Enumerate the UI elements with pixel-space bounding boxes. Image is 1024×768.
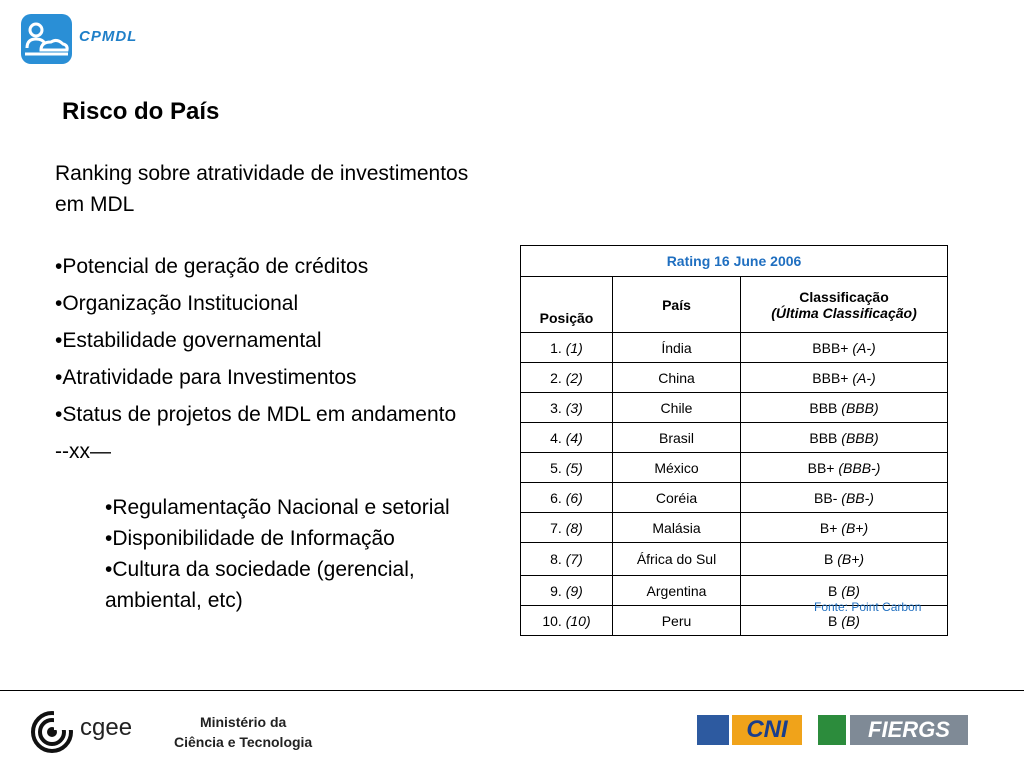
ministry-line2: Ciência e Tecnologia [174,734,313,750]
last-rank-value: (5) [565,459,583,476]
partner-emblem-icon [818,715,846,745]
ministry-logo [174,712,312,752]
rank-cell [521,606,613,636]
source-note: Fonte: Point Carbon [814,600,922,614]
sub-bullet-item: •Disponibilidade de Informação [105,527,395,550]
rank-value: 3. [550,399,562,416]
rating-value: B [828,612,838,629]
cpmdl-logo-icon [21,14,72,64]
rating-value: BBB+ [812,339,849,356]
rank-value: 6. [550,489,562,506]
rank-cell [521,453,613,483]
page-title: Risco do País [62,98,220,125]
bullet-item: •Organização Institucional [55,292,299,315]
content-body [55,158,495,616]
sub-bullet-item: •Regulamentação Nacional e setorial [105,496,450,519]
rating-cell [741,423,948,453]
sub-bullet-list [55,492,495,616]
bullet-item: •Status de projetos de MDL em andamento [55,403,457,426]
separator-text: --xx— [55,440,111,463]
rating-cell [741,363,948,393]
rank-cell [521,576,613,606]
last-rating-value: (B+) [837,551,865,567]
table-row [521,543,948,576]
last-rating-value: (BBB) [841,399,879,416]
last-rating-value: (BBB-) [838,459,881,476]
table-row [521,423,948,453]
country-cell: Argentina [613,576,741,606]
bullet-item: •Atratividade para Investimentos [55,366,357,389]
partner-emblem-icon [697,715,729,745]
last-rank-value: (10) [565,612,591,629]
rating-table [520,245,948,636]
header-classification-label: Classificação [799,288,889,305]
bullet-item: •Estabilidade governamental [55,329,322,352]
logo-wordmark: CPMDL [79,28,138,45]
table-row [521,393,948,423]
cgee-wordmark: cgee [80,714,133,741]
country-cell: Peru [613,606,741,636]
table-row [521,483,948,513]
rank-cell [521,423,613,453]
country-cell: México [613,453,741,483]
last-rating-value: (A-) [852,339,876,356]
last-rating-value: (BBB) [841,429,879,446]
rating-value: BB+ [807,459,835,476]
last-rank-value: (2) [565,369,583,386]
header-classification [741,277,948,333]
last-rank-value: (3) [565,399,583,416]
cni-logo: CNI [732,715,802,745]
rating-value: BBB [809,429,838,446]
table-row [521,363,948,393]
rating-value: BBB [809,399,838,416]
rating-cell [741,483,948,513]
rating-value: B [828,582,838,599]
last-rank-value: (6) [565,489,583,506]
last-rating-value: (B) [841,582,860,599]
rank-value: 9. [550,582,562,599]
rating-cell [741,333,948,363]
ministry-line1: Ministério da [199,714,287,730]
rating-cell [741,513,948,543]
last-rank-value: (8) [565,519,583,536]
header-last-classification: (Última Classificação) [771,304,917,321]
rating-value: B [823,551,834,567]
table-row [521,453,948,483]
rank-cell [521,543,613,576]
rank-cell [521,363,613,393]
intro-text: Ranking sobre atratividade de investimentos em MDL [55,162,469,216]
rank-cell [521,333,613,363]
footer-divider [0,690,1024,691]
rank-value: 7. [550,519,562,536]
country-cell: Brasil [613,423,741,453]
country-cell: Malásia [613,513,741,543]
sub-bullet-item: •Cultura da sociedade (gerencial, ambiental, etc) [105,558,415,612]
last-rank-value: (1) [565,339,583,356]
rank-value: 4. [550,429,562,446]
last-rating-value: (A-) [852,369,876,386]
header-position: Posição [521,277,613,333]
fiergs-logo: FIERGS [850,715,968,745]
rank-cell [521,393,613,423]
rank-cell [521,483,613,513]
rating-cell [741,543,948,576]
last-rank-value: (9) [565,582,583,599]
bullet-item: •Potencial de geração de créditos [55,255,369,278]
country-cell: Coréia [613,483,741,513]
rank-value: 1. [550,339,562,356]
rank-cell [521,513,613,543]
country-cell: Índia [613,333,741,363]
rank-value: 10. [542,612,562,629]
last-rating-value: (B+) [841,519,869,536]
last-rank-value: (4) [565,429,583,446]
country-cell: China [613,363,741,393]
country-cell: Chile [613,393,741,423]
rating-cell [741,393,948,423]
rating-value: BB- [814,489,838,506]
country-cell: África do Sul [613,543,741,576]
table-row [521,333,948,363]
bullet-list [55,251,495,467]
rating-table-body [521,333,948,636]
table-row [521,513,948,543]
rank-value: 8. [550,551,562,567]
table-caption: Rating 16 June 2006 [521,246,948,277]
cgee-logo-icon [30,710,74,754]
header-country: País [613,277,741,333]
rating-cell [741,453,948,483]
rank-value: 5. [550,459,562,476]
last-rating-value: (B) [841,612,860,629]
last-rank-value: (7) [565,551,583,567]
rating-value: B+ [819,519,838,536]
last-rating-value: (BB-) [841,489,874,506]
rating-value: BBB+ [812,369,849,386]
rank-value: 2. [550,369,562,386]
